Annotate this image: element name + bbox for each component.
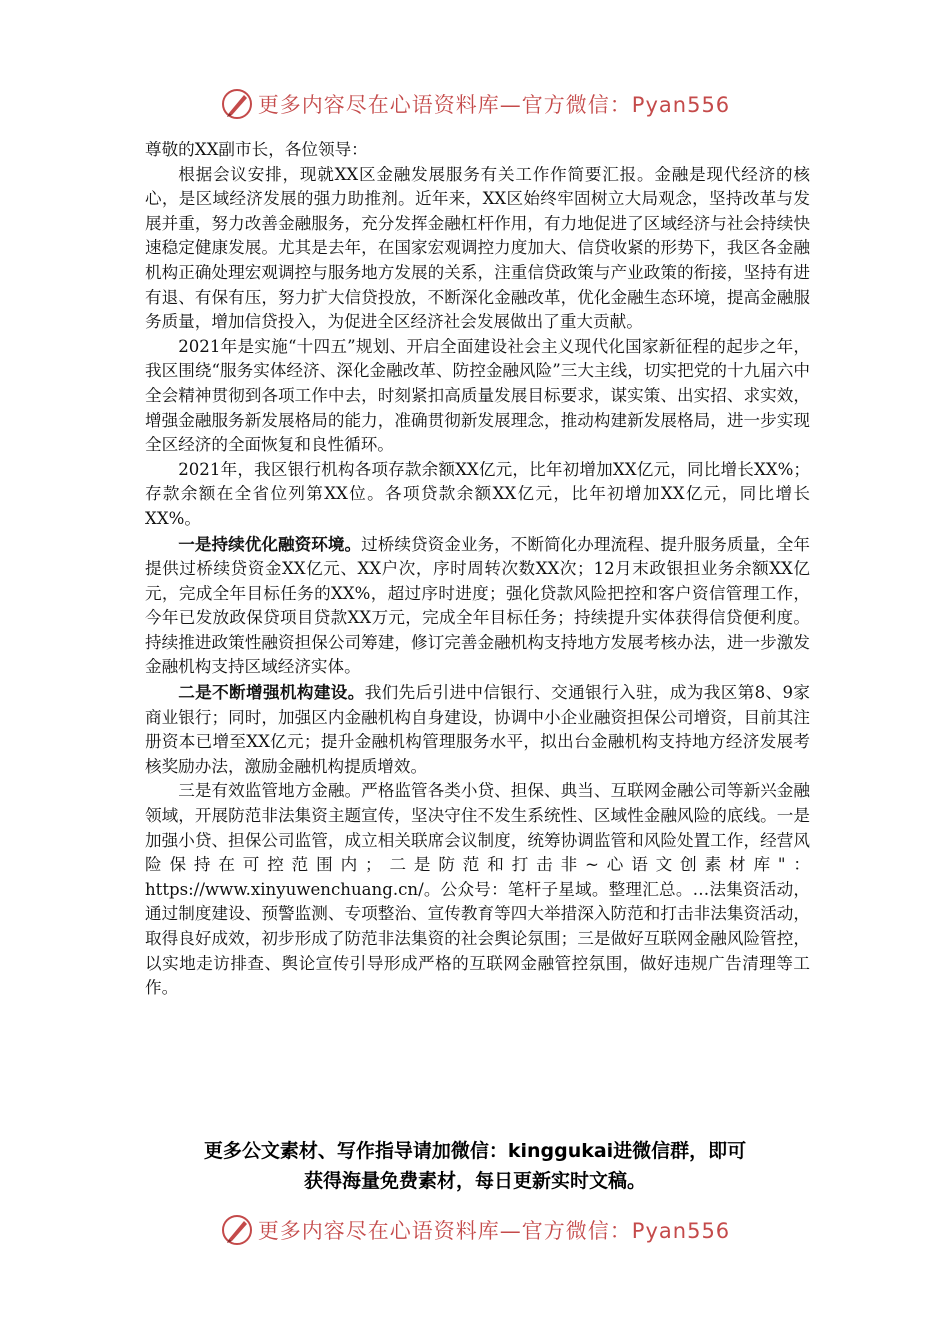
footer-banner	[0, 1210, 950, 1250]
paragraph-institution-building	[145, 680, 810, 779]
section-body-institutions: 我们先后引进中信银行、交通银行入驻，成为我区第8、9家商业银行；同时，加强区内金融机构自身建设，协调中小企业融资担保公司增资，目前其注册资本已增至XX亿元；提升金融机构管理服务水平，拟出台金融机构支持地方经济发展考核奖励办法，激励金融机构提质增效。	[145, 683, 810, 776]
section-heading-financing: 一是持续优化融资环境。	[178, 533, 362, 554]
footer-banner-text: 更多内容尽在心语资料库—官方微信：Pyan556	[257, 1219, 731, 1243]
promo-notice	[130, 1136, 820, 1196]
section-heading-institutions: 二是不断增强机构建设。	[178, 682, 365, 703]
paragraph-2021-overview: 2021年是实施“十四五”规划、开启全面建设社会主义现代化国家新征程的起步之年，我区围绕“服务实体经济、深化金融改革、防控金融风险”三大主线，切实把党的十九届六中全会精神贯彻到各项工作中去，时刻紧扣高质量发展目标要求，谋实策、出实招、求实效，增强金融服务新发展格局的能力，准确贯彻新发展理念，推动构建新发展格局，进一步实现全区经济的全面恢复和良性循环。	[145, 336, 810, 455]
paragraph-local-supervision: 三是有效监管地方金融。严格监管各类小贷、担保、典当、互联网金融公司等新兴金融领域，开展防范非法集资主题宣传，坚决守住不发生系统性、区域性金融风险的底线。一是加强小贷、担保公司监管，成立相关联席会议制度，统筹协调监管和风险处置工作，经营风险保持在可控范围内；二是防范和打击非~心语文创素材库"：https://www.xinyuwenchuang.cn/。公众号：笔杆子星域。整理汇总。…法集资活动，通过制度建设、预警监测、专项整治、宣传教育等四大举措深入防范和打击非法集资活动，取得良好成效，初步形成了防范非法集资的社会舆论氛围；三是做好互联网金融风险管控，以实地走访排查、舆论宣传引导形成严格的互联网金融管控氛围，做好违规广告清理等工作。	[145, 781, 810, 998]
header-banner	[0, 84, 950, 124]
section-body-financing: 过桥续贷资金业务，不断简化办理流程、提升服务质量，全年提供过桥续贷资金XX亿元、XX户次，序时周转次数XX次；12月末政银担业务余额XX亿元，完成全年目标任务的XX%，超过序时进度；强化贷款风险把控和客户资信管理工作，今年已发放政保贷项目贷款XX万元，完成全年目标任务；持续提升实体获得信贷便利度。持续推进政策性融资担保公司筹建，修订完善金融机构支持地方发展考核办法，进一步激发金融机构支持区域经济实体。	[145, 534, 811, 677]
promo-line-1: 更多公文素材、写作指导请加微信：kinggukai进微信群，即可	[203, 1140, 747, 1162]
paragraph-deposit-stats: 2021年，我区银行机构各项存款余额XX亿元，比年初增加XX亿元，同比增长XX%；存款余额在全省位列第XX位。各项贷款余额XX亿元，比年初增加XX亿元，同比增长XX%。	[145, 459, 810, 528]
pen-logo-icon	[220, 1213, 254, 1247]
document-body	[145, 138, 810, 1001]
promo-line-2: 获得海量免费素材，每日更新实时文稿。	[303, 1170, 646, 1192]
paragraph-financing-environment	[145, 532, 810, 681]
header-banner-text: 更多内容尽在心语资料库—官方微信：Pyan556	[257, 93, 731, 117]
pen-logo-icon	[220, 87, 254, 121]
paragraph-intro: 根据会议安排，现就XX区金融发展服务有关工作作简要汇报。金融是现代经济的核心，是区域经济发展的强力助推剂。近年来，XX区始终牢固树立大局观念，坚持改革与发展并重，努力改善金融服务，充分发挥金融杠杆作用，有力地促进了区域经济与社会持续快速稳定健康发展。尤其是去年，在国家宏观调控力度加大、信贷收紧的形势下，我区各金融机构正确处理宏观调控与服务地方发展的关系，注重信贷政策与产业政策的衔接，坚持有进有退、有保有压，努力扩大信贷投放，不断深化金融改革，优化金融生态环境，提高金融服务质量，增加信贷投入，为促进全区经济社会发展做出了重大贡献。	[145, 164, 810, 332]
salutation: 尊敬的XX副市长，各位领导：	[145, 140, 368, 159]
